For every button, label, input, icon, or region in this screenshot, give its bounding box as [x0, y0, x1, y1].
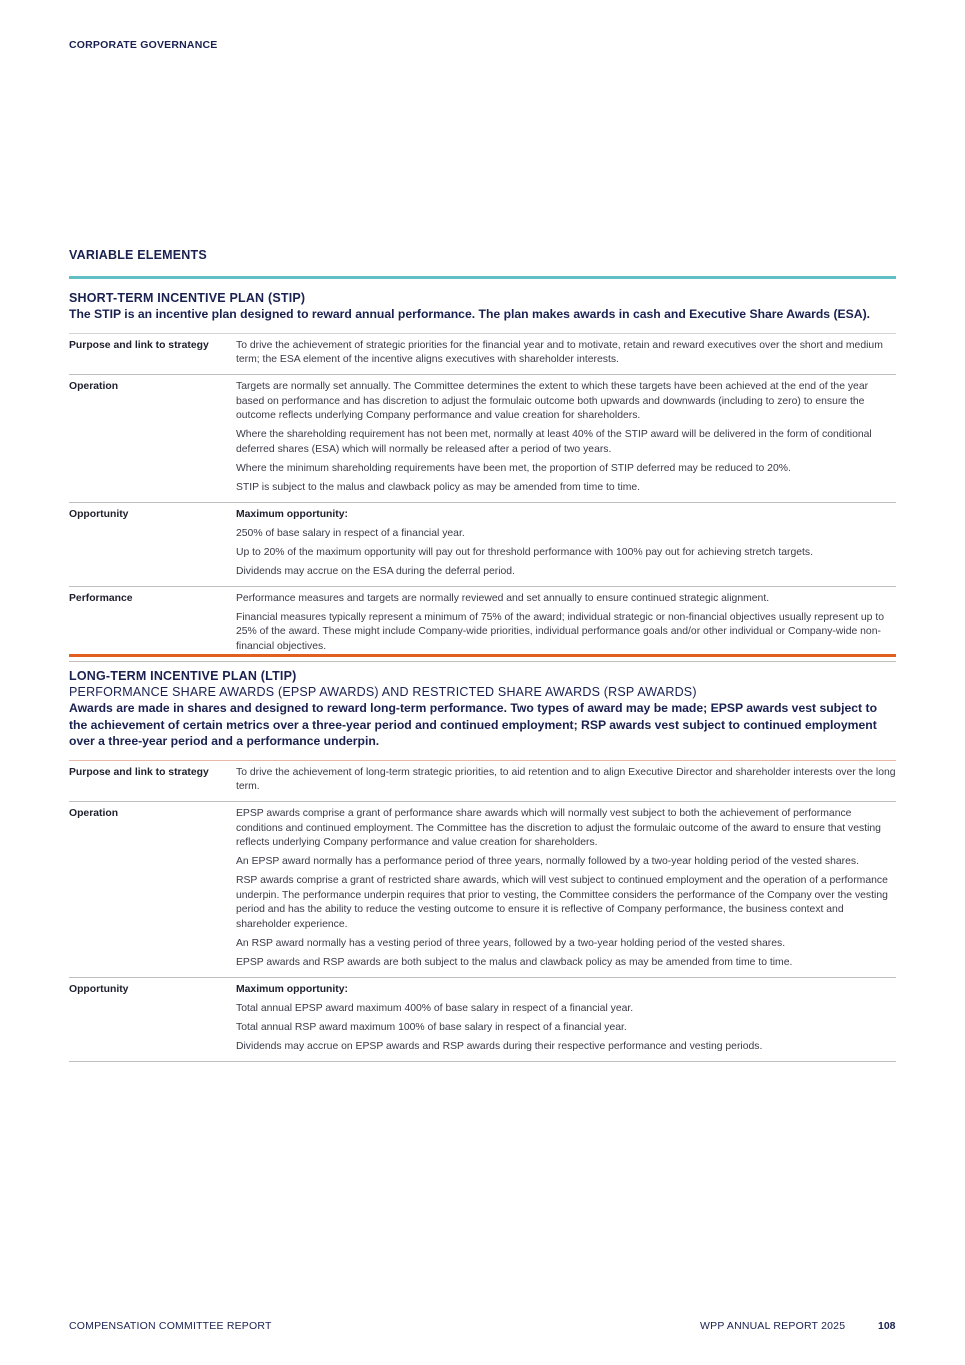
- row-label: Opportunity: [69, 983, 129, 995]
- ltip-section: [69, 668, 896, 1062]
- row-content: [236, 502, 896, 586]
- footer-report-title: COMPENSATION COMMITTEE REPORT: [69, 1320, 272, 1332]
- page-number: 108: [878, 1320, 896, 1332]
- stip-description: The STIP is an incentive plan designed to reward annual performance. The plan makes awards in cash and Executive Share Awards (ESA).: [69, 307, 871, 321]
- row-content: [236, 977, 896, 1061]
- stip-title: SHORT-TERM INCENTIVE PLAN (STIP): [69, 291, 306, 305]
- row-paragraph: Performance measures and targets are normally reviewed and set annually to ensure continued strategic alignment.: [236, 592, 770, 604]
- stip-section: [69, 290, 896, 662]
- ltip-subtitle: PERFORMANCE SHARE AWARDS (EPSP AWARDS) AND RESTRICTED SHARE AWARDS (RSP AWARDS): [69, 685, 697, 699]
- row-paragraph: RSP awards comprise a grant of restricted share awards, which will vest subject to continued employment and the operation of a performance underpin. The performance underpin requires that prior to vesting, the Committee considers the performance of the Company over the vesting period and has the ability to reduce the vesting outcome to ensure it is reflective of Company performance, the business context and shareholder experience.: [236, 875, 888, 930]
- table-row: [69, 586, 896, 661]
- row-content: [236, 802, 896, 978]
- row-label: Operation: [69, 808, 119, 819]
- stip-table: [69, 333, 896, 662]
- row-content: [236, 760, 896, 802]
- row-paragraph: An EPSP award normally has a performance period of three years, normally followed by a two-year holding period of the vested shares.: [236, 856, 859, 867]
- footer-publication: WPP ANNUAL REPORT 2025: [700, 1320, 846, 1332]
- row-paragraph: EPSP awards and RSP awards are both subject to the malus and clawback policy as may be amended from time to time.: [236, 956, 793, 968]
- row-paragraph: An RSP award normally has a vesting period of three years, followed by a two-year holding period of the vested shares.: [236, 937, 786, 949]
- row-label: Opportunity: [69, 508, 129, 520]
- row-label: Performance: [69, 592, 133, 604]
- row-paragraph: Where the shareholding requirement has not been met, normally at least 40% of the STIP award will be delivered in the form of conditional deferred shares (ESA) which will normally be released after a period of two years.: [236, 429, 872, 455]
- table-row: [69, 802, 896, 978]
- row-label: Operation: [69, 381, 119, 392]
- row-label: Purpose and link to strategy: [69, 339, 209, 351]
- row-content: [236, 586, 896, 661]
- row-paragraph: Targets are normally set annually. The Committee determines the extent to which these targets have been achieved at the end of the year based on performance and has discretion to adjust the formulaic outcome both upwards and downwards (including to zero) to ensure the outcome reflects underlying Company performance and value creation for shareholders.: [236, 381, 869, 421]
- ltip-title: LONG-TERM INCENTIVE PLAN (LTIP): [69, 669, 297, 683]
- table-row: [69, 760, 896, 802]
- table-row: [69, 333, 896, 375]
- row-paragraph: Total annual RSP award maximum 100% of base salary in respect of a financial year.: [236, 1021, 627, 1033]
- row-paragraph: Dividends may accrue on the ESA during the deferral period.: [236, 565, 515, 577]
- section-title: VARIABLE ELEMENTS: [69, 248, 207, 262]
- row-paragraph: STIP is subject to the malus and clawback policy as may be amended from time to time.: [236, 481, 641, 493]
- row-paragraph: Where the minimum shareholding requirements have been met, the proportion of STIP deferred may be reduced to 20%.: [236, 462, 791, 474]
- row-paragraph: Financial measures typically represent a minimum of 75% of the award; individual strategic or non-financial objectives usually represent up to 25% of the award. These might include Company-wide priorities, individual performance goals and/or other individual or Company-wide non-financial objectives.: [236, 611, 885, 652]
- row-content: [236, 333, 896, 375]
- row-paragraph: Up to 20% of the maximum opportunity will pay out for threshold performance with 100% pay out for achieving stretch targets.: [236, 546, 813, 558]
- table-row: [69, 375, 896, 503]
- section-divider-orange: [69, 654, 896, 657]
- section-divider-teal: [69, 276, 896, 279]
- row-heading: Maximum opportunity:: [236, 983, 348, 995]
- row-label: Purpose and link to strategy: [69, 766, 209, 778]
- row-paragraph: Dividends may accrue on EPSP awards and RSP awards during their respective performance and vesting periods.: [236, 1040, 763, 1052]
- row-paragraph: To drive the achievement of strategic priorities for the financial year and to motivate, retain and reward executives over the short and medium term; the ESA element of the incentive aligns executives with shareholder interests.: [236, 339, 883, 365]
- row-paragraph: To drive the achievement of long-term strategic priorities, to aid retention and to align Executive Director and shareholder interests over the long term.: [236, 766, 896, 792]
- row-content: [236, 375, 896, 503]
- table-row: [69, 502, 896, 586]
- ltip-table: [69, 760, 896, 1062]
- table-row: [69, 977, 896, 1061]
- ltip-description: Awards are made in shares and designed to reward long-term performance. Two types of award may be made; EPSP awards vest subject to the achievement of certain metrics over a three-year period and continued employment; RSP awards vest subject to continued employment over a three-year period and a performance underpin.: [69, 701, 878, 748]
- row-heading: Maximum opportunity:: [236, 508, 348, 520]
- running-header: CORPORATE GOVERNANCE: [69, 39, 218, 51]
- row-paragraph: 250% of base salary in respect of a financial year.: [236, 527, 465, 539]
- row-paragraph: EPSP awards comprise a grant of performance share awards which will normally vest subject to both the achievement of performance conditions and continued employment. The Committee has the discretion to adjust the formulaic outcome of the award to ensure that vesting reflects underlying Company performance and value creation for shareholders.: [236, 808, 881, 848]
- row-paragraph: Total annual EPSP award maximum 400% of base salary in respect of a financial year.: [236, 1002, 634, 1014]
